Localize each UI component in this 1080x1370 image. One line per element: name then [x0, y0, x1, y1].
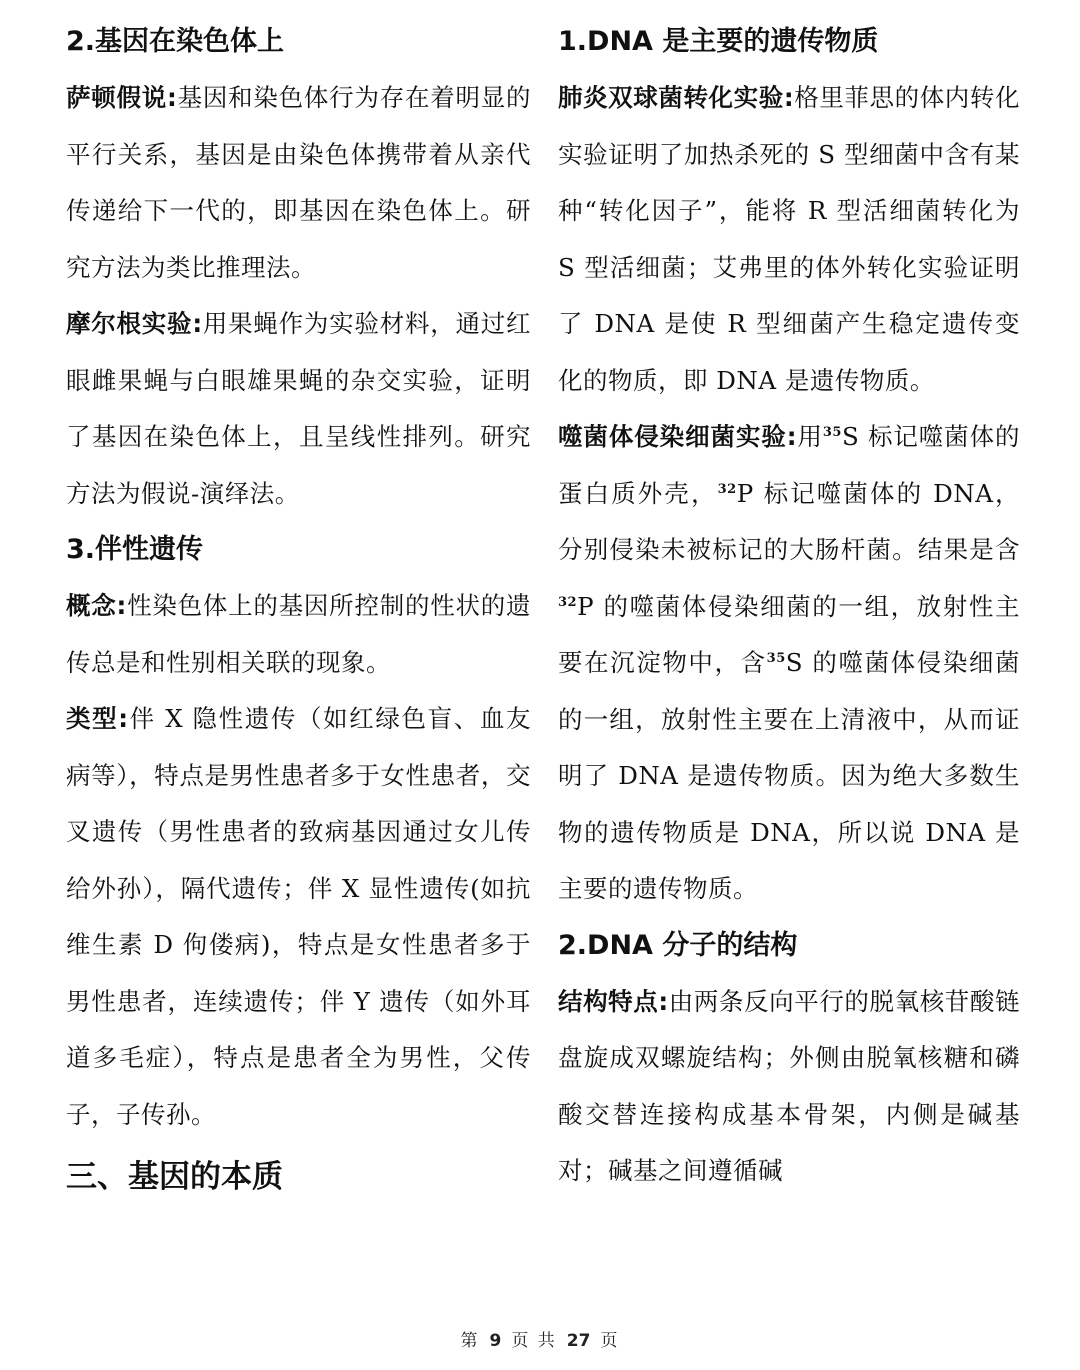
term-colon: :: [116, 591, 127, 620]
footer-mid: 页 共: [511, 1331, 557, 1351]
text-types: 伴 X 隐性遗传（如红绿色盲、血友病等），特点是男性患者多于女性患者，交叉遗传（男性患者的致病基因通过女儿传给外孙），隔代遗传；伴 X 显性遗传(如抗维生素 D 佝偻病)，特点是女性患者多于男性患者，连续遗传；伴 Y 遗传（如外耳道多毛症），特点是患者全为男性，父传子，子传孙。: [66, 704, 531, 1129]
text-phage-4: P 的噬菌体侵染细菌的一组，放射性主要在沉淀物中，含: [558, 591, 1020, 677]
paragraph-types: [66, 691, 531, 1143]
left-column: [66, 14, 531, 1211]
paragraph-structure-features: [558, 974, 1020, 1200]
paragraph-sutton-hypothesis: [66, 70, 531, 296]
term-sutton: 萨顿假说: [66, 83, 168, 112]
paragraph-morgan-experiment: [66, 296, 531, 522]
isotope-35: 35: [822, 425, 842, 440]
isotope-35: 35: [766, 651, 786, 666]
term-colon: :: [783, 83, 795, 112]
term-morgan: 摩尔根实验: [66, 309, 193, 338]
heading-dna-structure: 2.DNA 分子的结构: [558, 929, 798, 961]
paragraph-pneumococcus-transformation: [558, 70, 1020, 409]
term-phage: 噬菌体侵染细菌实验: [558, 422, 787, 451]
footer-pre: 第: [460, 1331, 480, 1351]
text-phage-3: P 标记噬菌体的 DNA，分别侵染未被标记的大肠杆菌。结果是含: [558, 478, 1020, 564]
term-colon: :: [658, 986, 669, 1016]
text-structure: 由两条反向平行的脱氧核苷酸链盘旋成双螺旋结构；外侧由脱氧核糖和磷酸交替连接构成基本骨架，内侧是碱基对；碱基之间遵循碱: [558, 986, 1020, 1185]
term-structure: 结构特点: [558, 986, 659, 1016]
term-types: 类型: [66, 704, 119, 733]
isotope-32: 32: [558, 594, 578, 610]
text-concept: 性染色体上的基因所控制的性状的遗传总是和性别相关联的现象。: [66, 591, 532, 677]
right-column: [558, 14, 1020, 1200]
term-concept: 概念: [66, 591, 117, 620]
paragraph-phage-infection: [558, 409, 1020, 918]
text-pneumococcus: 格里菲思的体内转化实验证明了加热杀死的 S 型细菌中含有某种“转化因子”，能将 R 型活细菌转化为 S 型活细菌；艾弗里的体外转化实验证明了 DNA 是使 R 型细菌产生稳定遗传变化的物质，即 DNA 是遗传物质。: [558, 83, 1020, 395]
page-number: 9: [489, 1331, 502, 1351]
paragraph-concept: [66, 578, 531, 691]
term-colon: :: [192, 309, 203, 338]
total-pages: 27: [566, 1331, 591, 1351]
text-morgan: 用果蝇作为实验材料，通过红眼雌果蝇与白眼雄果蝇的杂交实验，证明了基因在染色体上，且呈线性排列。研究方法为假说-演绎法。: [66, 309, 532, 508]
text-phage-5: S 的噬菌体侵染细菌的一组，放射性主要在上清液中，从而证明了 DNA 是遗传物质。因为绝大多数生物的遗传物质是 DNA，所以说 DNA 是主要的遗传物质。: [558, 648, 1021, 903]
isotope-32: 32: [717, 481, 737, 497]
footer-post: 页: [600, 1331, 620, 1351]
text-phage-2: S 标记噬菌体的蛋白质外壳，: [558, 422, 1021, 508]
heading-dna-main-genetic-material: 1.DNA 是主要的遗传物质: [558, 26, 879, 57]
page-footer: [0, 1326, 1080, 1351]
heading-section-three: 三、基因的本质: [66, 1159, 283, 1195]
term-colon: :: [167, 83, 178, 112]
term-pneumococcus: 肺炎双球菌转化实验: [558, 83, 784, 112]
heading-sex-linked-inheritance: 3.伴性遗传: [66, 534, 204, 565]
term-colon: :: [118, 704, 129, 733]
text-sutton: 基因和染色体行为存在着明显的平行关系，基因是由染色体携带着从亲代传递给下一代的，即基因在染色体上。研究方法为类比推理法。: [66, 83, 532, 282]
term-colon: :: [786, 422, 798, 451]
heading-gene-on-chromosome: 2.基因在染色体上: [66, 26, 285, 57]
text-phage-1: 用: [797, 422, 823, 451]
